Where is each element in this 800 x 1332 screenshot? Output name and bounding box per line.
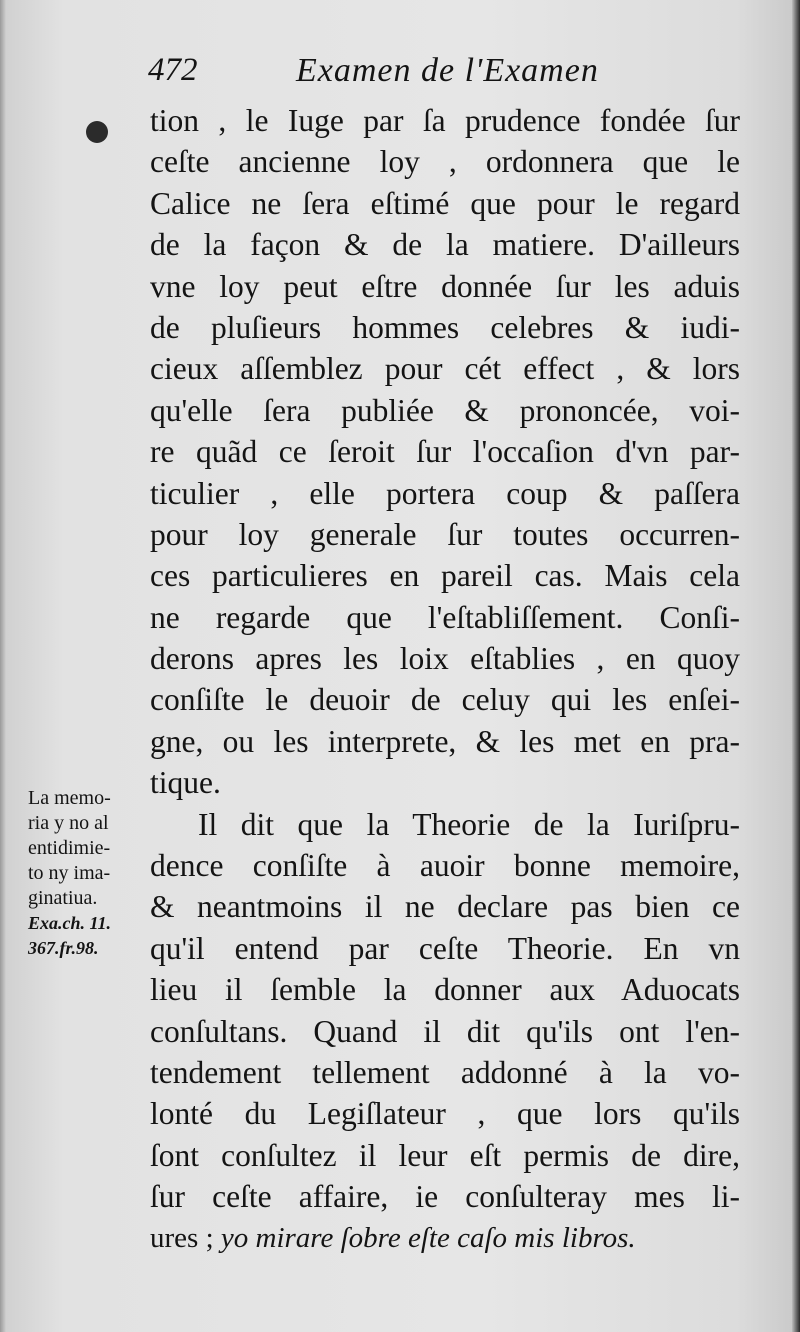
margin-note-line: ginatiua.	[28, 887, 98, 909]
text-line: ticulier , elle portera coup & paſſera	[150, 475, 740, 511]
spanish-quotation: yo mirare ſobre eſte caſo mis libros.	[220, 1221, 636, 1254]
body-text	[150, 100, 740, 1259]
text-line: vne loy peut eſtre donnée ſur les aduis	[150, 268, 740, 304]
text-line: tendement tellement addonné à la vo-	[150, 1054, 740, 1090]
text-line: derons apres les loix eſtablies , en quoy	[150, 641, 740, 677]
text-line: tion , le Iuge par ſa prudence fondée ſur	[150, 103, 740, 138]
margin-note-line: ria y no al	[28, 812, 109, 834]
text-line: gne, ou les interprete, & les met en pra-	[150, 723, 740, 759]
margin-note-line: to ny ima-	[28, 862, 111, 884]
bleed-through-text	[40, 600, 47, 630]
text-line: dence conſiſte à auoir bonne memoire,	[150, 848, 740, 884]
margin-reference: 367.fr.98.	[28, 938, 99, 958]
text-line: ces particulieres en pareil cas. Mais cela	[150, 558, 740, 594]
margin-reference: Exa.ch. 11.	[28, 913, 112, 933]
margin-note-line: La memo-	[28, 787, 111, 809]
text-line: ſont conſultez il leur eſt permis de dire,	[150, 1137, 740, 1173]
text-line: ceſte ancienne loy , ordonnera que le	[150, 144, 740, 180]
text-line: ne regarde que l'eſtabliſſement. Conſi-	[150, 599, 740, 635]
text-line: ſur ceſte affaire, ie conſulteray mes li-	[150, 1179, 740, 1215]
text-line: lonté du Legiſlateur , que lors qu'ils	[150, 1096, 740, 1132]
page-gutter-shadow	[0, 0, 6, 1332]
running-title: Examen de l'Examen	[296, 52, 599, 89]
text-line: conſultans. Quand il dit qu'ils ont l'en-	[150, 1013, 740, 1049]
text-line: cieux aſſemblez pour cét effect , & lors	[150, 351, 740, 387]
text-line: re quãd ce ſeroit ſur l'occaſion d'vn par-	[150, 434, 740, 470]
text-line: pour loy generale ſur toutes occurren-	[150, 516, 740, 552]
text-line: lieu il ſemble la donner aux Aduocats	[150, 972, 740, 1008]
margin-note-line: entidimie-	[28, 837, 111, 859]
last-text-line	[150, 1218, 740, 1259]
paragraph-start-line: Il dit que la Theorie de la Iuriſpru-	[198, 806, 740, 842]
text-line: tique.	[150, 765, 221, 801]
margin-note	[28, 786, 150, 961]
text-line: de pluſieurs hommes celebres & iudi-	[150, 309, 740, 345]
text-line: & neantmoins il ne declare pas bien ce	[150, 889, 740, 925]
page-header	[148, 52, 728, 100]
ink-blot	[86, 121, 108, 143]
page-number: 472	[148, 52, 198, 88]
last-line-roman: ures ;	[150, 1221, 214, 1254]
text-line: de la façon & de la matiere. D'ailleurs	[150, 227, 740, 263]
text-line: qu'il entend par ceſte Theorie. En vn	[150, 930, 740, 966]
page-edge-shadow	[792, 0, 800, 1332]
text-line: Calice ne ſera eſtimé que pour le regard	[150, 185, 740, 221]
text-line: conſiſte le deuoir de celuy qui les enſei-	[150, 682, 740, 718]
text-line: qu'elle ſera publiée & prononcée, voi-	[150, 392, 740, 428]
